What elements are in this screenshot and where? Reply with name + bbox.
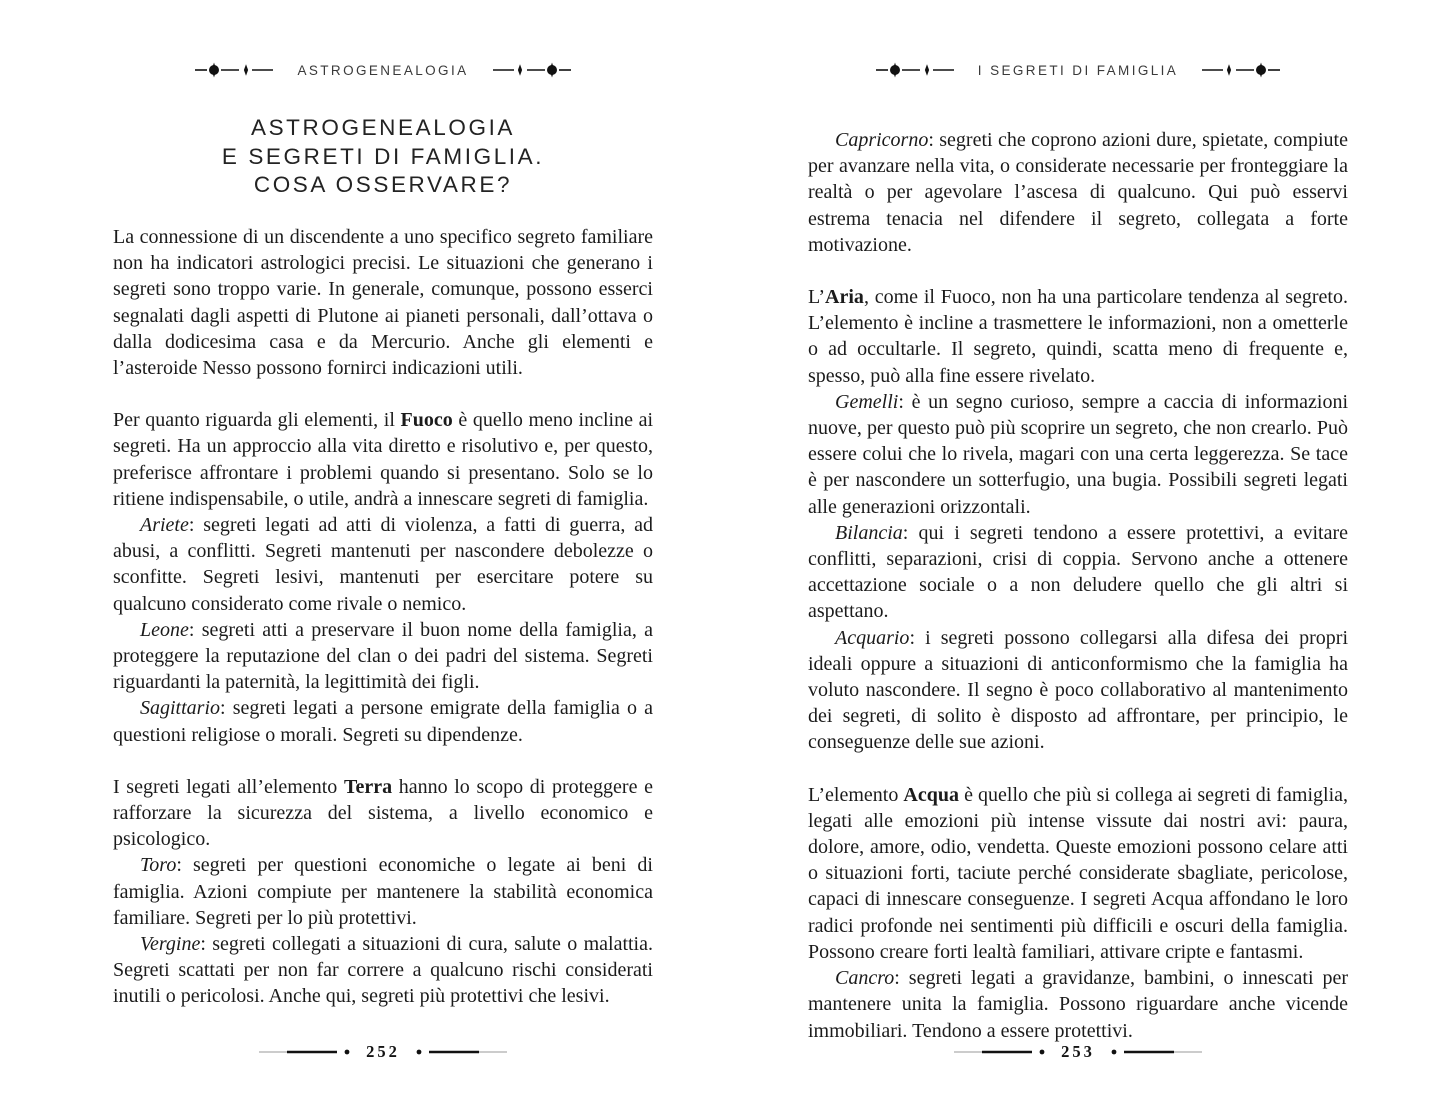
paragraph (808, 782, 1348, 965)
text-run: : qui i segreti tendono a essere protettivi, a evitare conflitti, separazioni, crisi di coppia. Servono anche a ottenere accettazione sociale o a non deludere quello che gli altri si aspettano. (808, 521, 1348, 623)
paragraph (808, 520, 1348, 625)
text-run: : segreti legati ad atti di violenza, a fatti di guerra, ad abusi, a conflitti. Segreti mantenuti per nascondere debolezze o sconfitte. Segreti lesivi, mantenuti per esercitare potere su qualcuno considerato come rivale o nemico. (113, 514, 653, 615)
left-page-body (113, 224, 653, 1010)
text-run: è quello meno incline ai segreti. Ha un approccio alla vita diretto e risolutivo e, per questo, preferisce affrontare i problemi quando si presentano. Solo se lo ritiene indispensabile, o utile, andrà a innescare segreti di famiglia. (113, 409, 653, 510)
header-ornament-right-icon (1202, 62, 1280, 78)
text-run: : segreti legati a persone emigrate della famiglia o a questioni religiose o morali. Segreti su dipendenze. (113, 697, 653, 746)
paragraph (113, 695, 653, 747)
text-run: L’ (808, 286, 826, 309)
text-run: Toro (140, 854, 177, 877)
left-running-head-label: ASTROGENEALOGIA (297, 62, 469, 78)
chapter-title (113, 114, 653, 200)
chapter-title-line-2: E SEGRETI DI FAMIGLIA. (221, 143, 545, 169)
text-run: : segreti collegati a situazioni di cura, salute o malattia. Segreti scattati per non far correre a qualcuno rischi considerati inutili o pericolosi. Anche qui, segreti più protettivi che lesivi. (113, 933, 653, 1008)
text-run: Vergine (140, 933, 201, 956)
right-running-head-label: I SEGRETI DI FAMIGLIA (977, 62, 1179, 78)
paragraph (808, 625, 1348, 756)
text-run: Cancro (835, 967, 895, 990)
text-run: , come il Fuoco, non ha una particolare tendenza al segreto. L’elemento è incline a trasmettere le informazioni, non a ometterle o ad occultarle. Il segreto, quindi, scatta meno di frequente e, spesso, può alla fine essere rivelato. (808, 286, 1348, 387)
text-run: Acqua (903, 783, 959, 806)
text-run: Ariete (140, 514, 189, 537)
text-run: Capricorno (835, 129, 929, 151)
text-run: I segreti legati all’elemento (113, 775, 344, 798)
left-page-number: 252 (366, 1042, 400, 1061)
footer-rule-left-icon (952, 1047, 1048, 1057)
paragraph (113, 774, 653, 853)
paragraph (113, 931, 653, 1010)
text-run: Sagittario (140, 697, 221, 720)
footer-rule-right-icon (1108, 1047, 1204, 1057)
header-ornament-left-icon (876, 62, 954, 78)
text-run: : segreti che coprono azioni dure, spietate, compiute per avanzare nella vita, o considerate necessarie per fronteggiare la realtà o per agevolare l’ascesa di qualcuno. Qui può esservi estrema tenacia nel difendere il segreto, collegata a forte motivazione. (808, 129, 1348, 256)
text-run: : segreti atti a preservare il buon nome della famiglia, a proteggere la reputazione del clan o dei padri del sistema. Segreti riguardanti la paternità, la legittimità dei figli. (113, 618, 653, 694)
text-run: L’elemento (808, 783, 904, 806)
left-page (113, 0, 653, 1112)
text-run: : segreti per questioni economiche o legate ai beni di famiglia. Azioni compiute per mantenere la stabilità economica familiare. Segreti per lo più protettivi. (113, 854, 653, 929)
paragraph (808, 965, 1348, 1044)
text-run: : è un segno curioso, sempre a caccia di informazioni nuove, per questo può più scoprire un segreto, che non crearlo. Può essere colui che lo rivela, magari con una certa leggerezza. Se tace è per nascondere un sotterfugio, una bugia. Possibili segreti legati alle generazioni orizzontali. (808, 390, 1348, 518)
right-page (808, 0, 1348, 1112)
header-ornament-right-icon (493, 62, 571, 78)
footer-rule-left-icon (257, 1047, 353, 1057)
text-run: Terra (343, 775, 393, 798)
header-ornament-left-icon (195, 62, 273, 78)
paragraph (113, 512, 653, 617)
text-run: : segreti legati a gravidanze, bambini, o innescati per mantenere unita la famiglia. Possono riguardare anche vicende immobiliari. Tendono a essere protettivi. (808, 967, 1348, 1042)
text-run: Bilancia (835, 521, 903, 544)
left-running-header (113, 62, 653, 78)
paragraph (808, 284, 1348, 389)
right-running-header (808, 62, 1348, 78)
paragraph (808, 127, 1348, 258)
right-page-footer (808, 1042, 1348, 1062)
right-page-number: 253 (1061, 1042, 1095, 1061)
text-run: Gemelli (835, 390, 899, 413)
chapter-title-line-3: COSA OSSERVARE? (253, 172, 513, 197)
left-page-footer (113, 1042, 653, 1062)
text-run: Aria (825, 286, 864, 309)
text-run: La connessione di un discendente a uno specifico segreto familiare non ha indicatori astrologici precisi. Le situazioni che generano i segreti sono troppo varie. In generale, comunque, possono esserci segnalati dagli aspetti di Plutone ai pianeti personali, dall’ottava o dalla dodicesima casa e da Mercurio. Anche gli elementi e l’asteroide Nesso possono fornirci indicazioni utili. (113, 226, 653, 380)
text-run: Acquario (835, 626, 910, 649)
text-run: Fuoco (400, 409, 453, 432)
text-run: : i segreti possono collegarsi alla difesa dei propri ideali oppure a situazioni di anticonformismo che la famiglia ha voluto nascondere. Il segno è poco collaborativo al mantenimento dei segreti, di solito è disposto ad affrontare, per principio, le conseguenze delle sue azioni. (808, 626, 1348, 754)
right-page-body (808, 127, 1348, 1044)
footer-rule-right-icon (413, 1047, 509, 1057)
paragraph (113, 617, 653, 696)
chapter-title-line-1: ASTROGENEALOGIA (250, 115, 516, 140)
paragraph (113, 407, 653, 512)
text-run: Leone (140, 618, 189, 641)
paragraph (113, 224, 653, 381)
paragraph (113, 852, 653, 931)
paragraph (808, 389, 1348, 520)
text-run: è quello che più si collega ai segreti di famiglia, legati alle emozioni più intense vissute dai nostri avi: paura, dolore, amore, odio, vendetta. Queste emozioni possono celare atti o situazioni forti, taciute perché considerate sbagliate, pericolose, capaci di innescare conseguenze. I segreti Acqua affondano le loro radici profonde nei sentimenti più difficili e oscuri della famiglia. Possono creare forti lealtà familiari, attivare cripte e fantasmi. (808, 783, 1348, 963)
text-run: Per quanto riguarda gli elementi, il (113, 409, 401, 432)
text-run: hanno lo scopo di proteggere e rafforzare la sicurezza del sistema, a livello economico e psicologico. (113, 775, 653, 851)
